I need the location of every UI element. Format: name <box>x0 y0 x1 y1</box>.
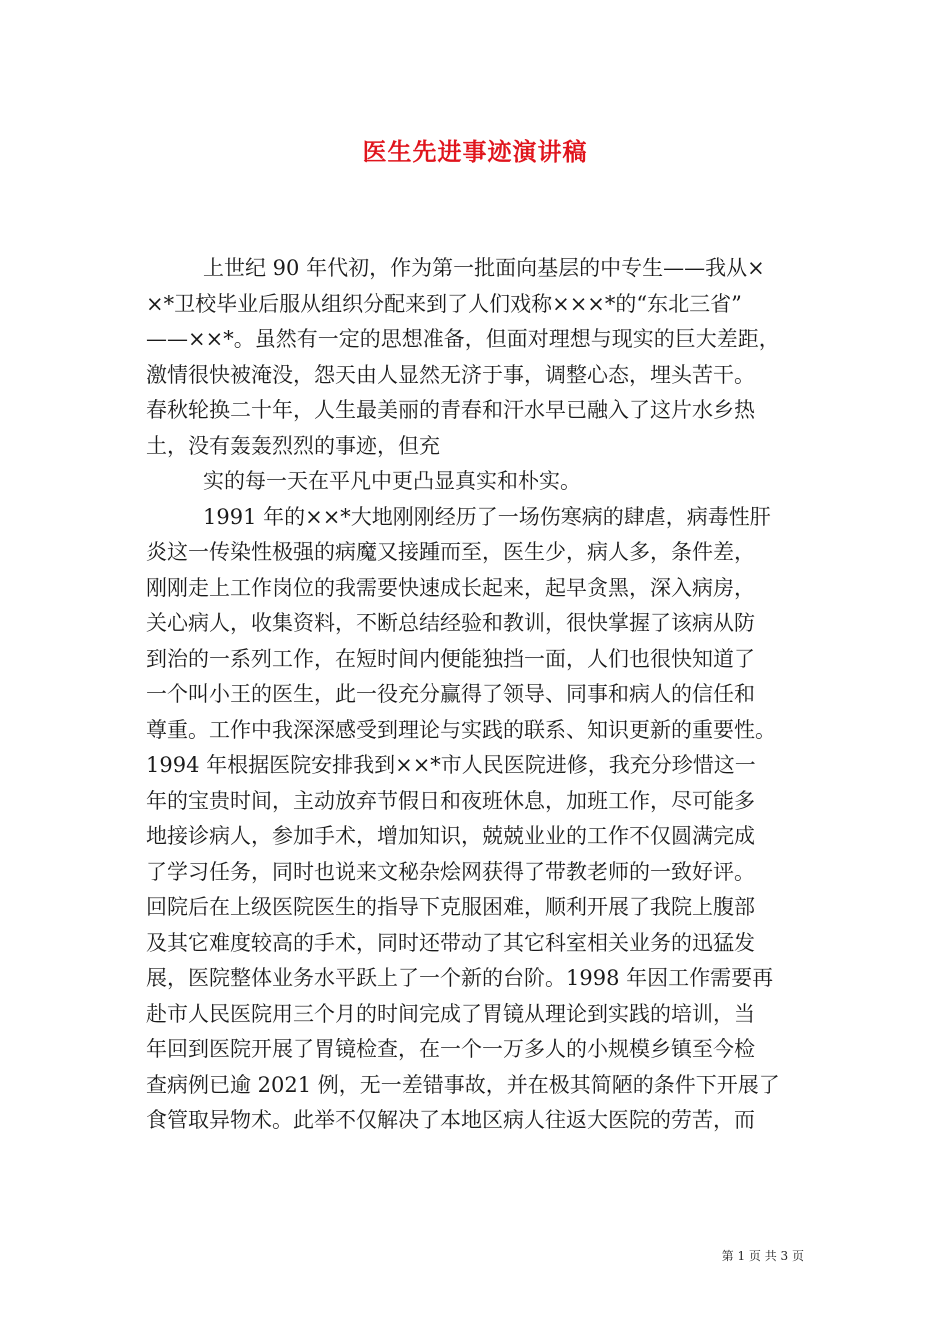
text-line: 展，医院整体业务水平跃上了一个新的台阶。1998 年因工作需要再 <box>146 966 774 990</box>
document-title: 医生先进事迹演讲稿 <box>362 137 588 166</box>
text-line: 及其它难度较高的手术，同时还带动了其它科室相关业务的迅猛发 <box>146 930 755 955</box>
document-body <box>146 251 806 1139</box>
text-line: 1994 年根据医院安排我到××*市人民医院进修，我充分珍惜这一 <box>146 753 756 777</box>
text-line: 炎这一传染性极强的病魔又接踵而至，医生少，病人多，条件差， <box>146 540 755 564</box>
text-line: 激情很快被淹没，怨天由人显然无济于事，调整心态，埋头苦干。 <box>146 362 755 387</box>
text-line: 了学习任务，同时也说来文秘杂烩网获得了带教老师的一致好评。 <box>146 859 755 884</box>
text-line: 实的每一天在平凡中更凸显真实和朴实。 <box>203 469 581 493</box>
text-line: 查病例已逾 2021 例，无一差错事故，并在极其简陋的条件下开展了 <box>146 1072 780 1097</box>
text-line: 1991 年的××*大地刚刚经历了一场伤寒病的肆虐，病毒性肝 <box>203 504 771 529</box>
text-line: 年回到医院开展了胃镜检查，在一个一万多人的小规模乡镇至今检 <box>146 1037 755 1061</box>
text-line: 尊重。工作中我深深感受到理论与实践的联系、知识更新的重要性。 <box>146 717 776 742</box>
text-line: 年的宝贵时间，主动放弃节假日和夜班休息，加班工作，尽可能多 <box>146 788 755 813</box>
text-line: 食管取异物术。此举不仅解决了本地区病人往返大医院的劳苦，而 <box>146 1108 755 1132</box>
text-line: 地接诊病人，参加手术，增加知识，兢兢业业的工作不仅圆满完成 <box>146 824 755 848</box>
page-number-footer: 第 1 页 共 3 页 <box>721 1249 804 1263</box>
text-line: 回院后在上级医院医生的指导下克服困难，顺利开展了我院上腹部 <box>146 895 755 919</box>
text-line: ×*卫校毕业后服从组织分配来到了人们戏称×××*的“东北三省” <box>146 291 742 316</box>
text-line: 刚刚走上工作岗位的我需要快速成长起来，起早贪黑，深入病房， <box>146 575 755 600</box>
text-line: 赴市人民医院用三个月的时间完成了胃镜从理论到实践的培训，当 <box>146 1001 755 1026</box>
text-line: 春秋轮换二十年，人生最美丽的青春和汗水早已融入了这片水乡热 <box>146 398 755 422</box>
text-line: 关心病人，收集资料，不断总结经验和教训，很快掌握了该病从防 <box>146 611 755 635</box>
text-line: 到治的一系列工作，在短时间内便能独挡一面，人们也很快知道了 <box>146 646 755 671</box>
text-line: 一个叫小王的医生，此一役充分赢得了领导、同事和病人的信任和 <box>146 682 755 706</box>
text-line: 土，没有轰轰烈烈的事迹，但充 <box>146 433 440 458</box>
text-line: 上世纪 90 年代初，作为第一批面向基层的中专生——我从× <box>203 256 765 280</box>
text-line: ——××*。虽然有一定的思想准备，但面对理想与现实的巨大差距， <box>146 327 780 351</box>
